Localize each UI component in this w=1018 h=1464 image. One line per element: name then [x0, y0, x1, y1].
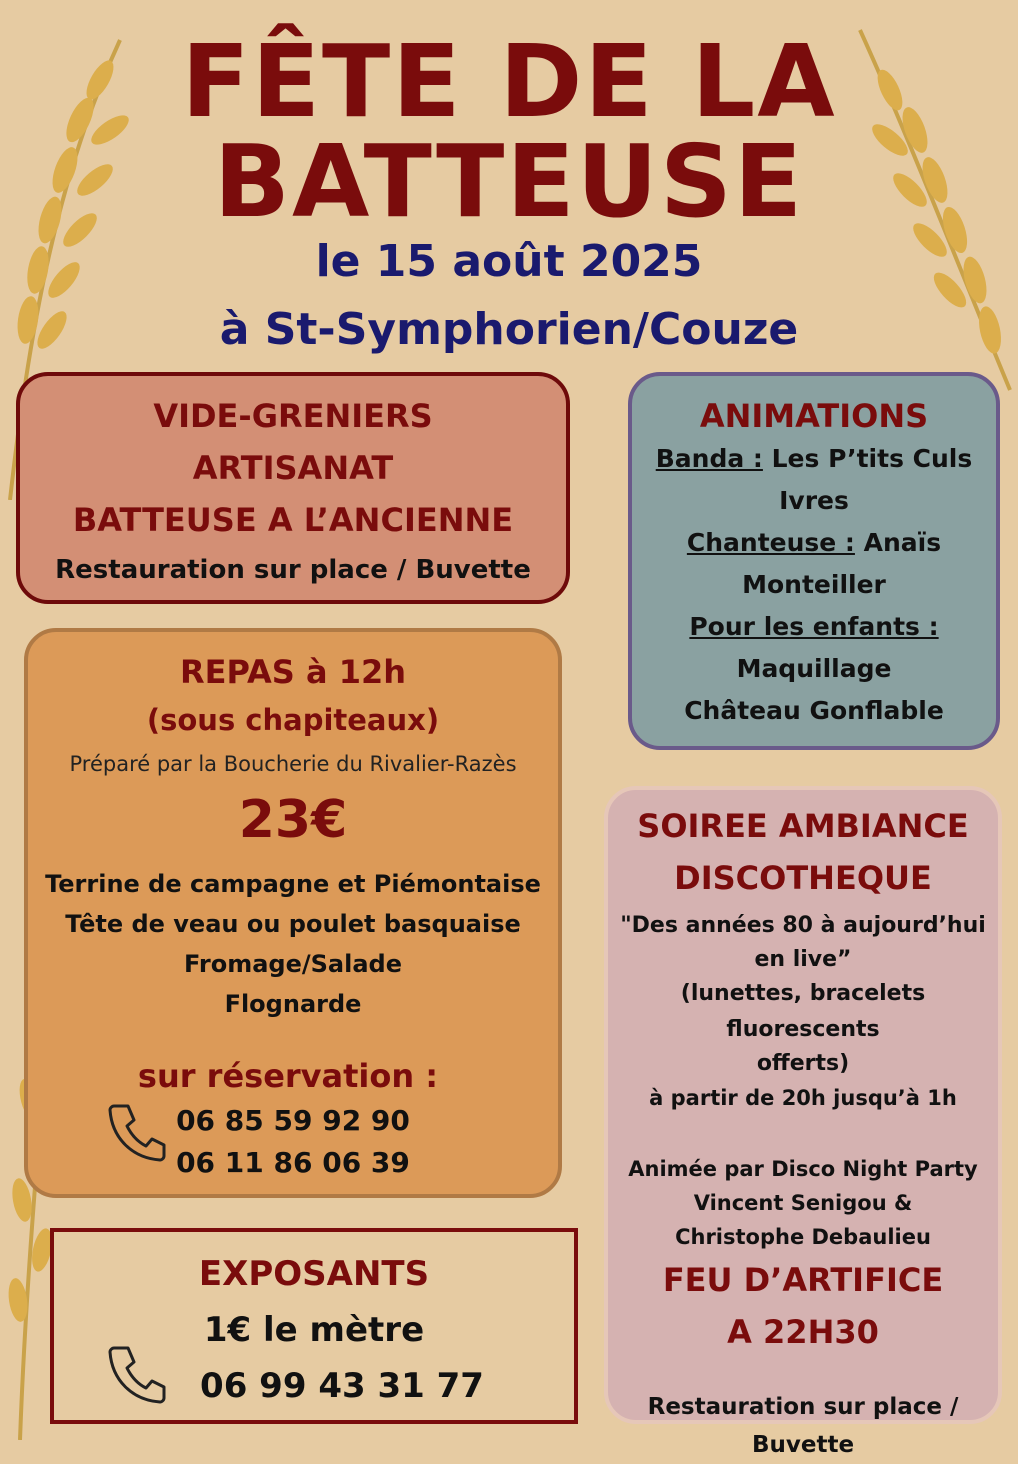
event-date: le 15 août 2025 — [315, 236, 703, 287]
event-place: à St-Symphorien/Couze — [219, 304, 799, 355]
repas-phone1: 06 85 59 92 90 — [176, 1104, 410, 1137]
menu-item-2: Tête de veau ou poulet basquaise — [65, 910, 521, 938]
repas-price: 23€ — [238, 790, 348, 850]
enfants-item1: Maquillage — [736, 654, 892, 683]
soiree-resto1: Restauration sur place / — [647, 1394, 959, 1420]
banda-label: Banda : — [655, 444, 763, 473]
exposants-phone: 06 99 43 31 77 — [200, 1366, 484, 1406]
vide-greniers-line1: VIDE-GRENIERS — [153, 397, 433, 435]
menu-item-3: Fromage/Salade — [184, 950, 402, 978]
title-line1: FÊTE DE LA — [181, 23, 837, 140]
soiree-dj1: Animée par Disco Night Party — [628, 1157, 978, 1181]
animations-box — [628, 372, 1000, 750]
enfants-label: Pour les enfants : — [689, 612, 939, 641]
soiree-extras1: (lunettes, bracelets fluorescents — [680, 981, 926, 1042]
animations-chanteuse — [632, 522, 996, 564]
repas-subtitle: (sous chapiteaux) — [146, 703, 440, 737]
soiree-quote1: "Des années 80 à aujourd’hui — [620, 913, 986, 938]
chanteuse-value: Anaïs — [854, 528, 942, 557]
soiree-title2: DISCOTHEQUE — [674, 859, 932, 897]
vide-greniers-line3: BATTEUSE A L’ANCIENNE — [72, 501, 514, 539]
reservation-label: sur réservation : — [137, 1057, 439, 1095]
phone-icon — [104, 1100, 168, 1164]
banda-value2: Ivres — [779, 486, 849, 515]
menu-item-1: Terrine de campagne et Piémontaise — [45, 870, 541, 898]
soiree-feu2: A 22H30 — [727, 1313, 879, 1351]
animations-banda — [632, 438, 996, 480]
soiree-box — [604, 786, 1002, 1458]
soiree-feu1: FEU D’ARTIFICE — [662, 1261, 944, 1299]
exposants-price: 1€ le mètre — [203, 1310, 425, 1350]
soiree-resto2: Buvette — [751, 1432, 855, 1458]
animations-title: ANIMATIONS — [699, 397, 929, 435]
menu-item-4: Flognarde — [224, 990, 362, 1018]
enfants-item2: Château Gonflable — [684, 696, 944, 725]
chanteuse-value2: Monteiller — [742, 570, 886, 599]
soiree-dj2: Vincent Senigou & — [693, 1191, 913, 1215]
banda-value: Les P’tits Culs — [762, 444, 973, 473]
vide-greniers-box — [16, 372, 570, 604]
soiree-quote2: en live” — [754, 947, 852, 972]
title-line2: BATTEUSE — [213, 123, 805, 240]
soiree-dj3: Christophe Debaulieu — [675, 1225, 931, 1249]
phone-icon — [104, 1342, 168, 1406]
soiree-title1: SOIREE AMBIANCE — [637, 807, 969, 845]
soiree-extras2: offerts) — [756, 1051, 850, 1076]
chanteuse-label: Chanteuse : — [686, 528, 855, 557]
repas-phone2: 06 11 86 06 39 — [176, 1146, 410, 1179]
vide-greniers-line4: Restauration sur place / Buvette — [55, 555, 531, 585]
exposants-title: EXPOSANTS — [198, 1254, 430, 1294]
repas-title: REPAS à 12h — [179, 653, 406, 691]
vide-greniers-line2: ARTISANAT — [192, 449, 394, 487]
repas-prepared-by: Préparé par la Boucherie du Rivalier-Razès — [69, 752, 517, 776]
soiree-hours: à partir de 20h jusqu’à 1h — [649, 1086, 957, 1110]
